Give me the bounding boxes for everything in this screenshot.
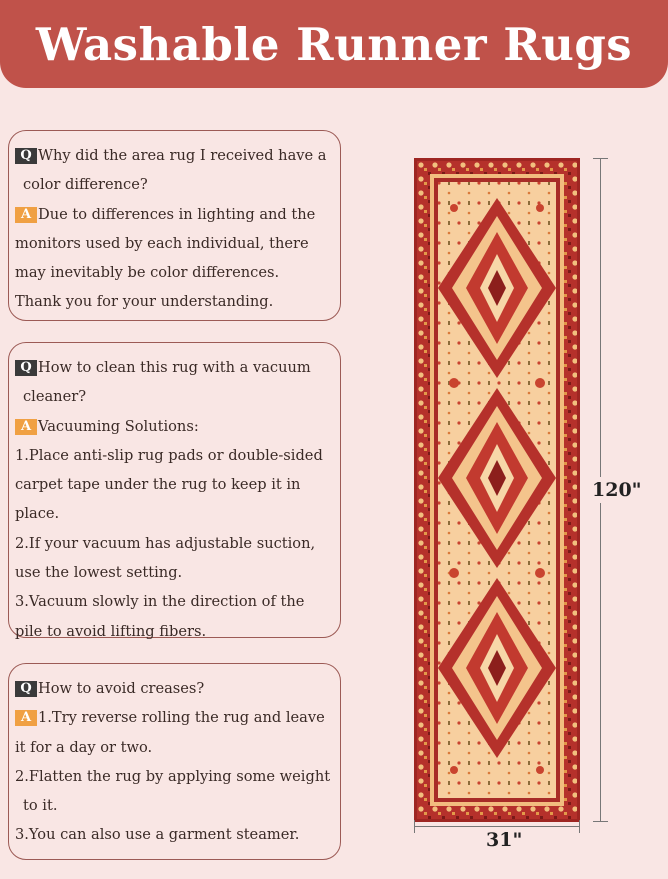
answer-line: 3.You can also use a garment steamer. <box>15 826 300 844</box>
answer-line: may inevitably be color differences. <box>15 264 280 282</box>
answer-line: 2.If your vacuum has adjustable suction, <box>15 534 316 552</box>
question-line <box>15 141 336 170</box>
question-text: How to clean this rug with a vacuum <box>38 359 311 376</box>
q-label: Q <box>15 148 37 164</box>
answer-line: 2.Flatten the rug by applying some weight <box>15 767 331 785</box>
length-label: 120" <box>592 479 642 501</box>
width-label: 31" <box>486 829 523 851</box>
answer-line: Thank you for your understanding. <box>15 293 274 311</box>
width-dimension-cap-right <box>579 820 580 833</box>
length-dimension-cap-top <box>593 158 608 159</box>
answer-line: place. <box>15 505 60 523</box>
answer-text: Due to differences in lighting and the <box>38 205 316 223</box>
question-text: Why did the area rug I received have a <box>38 147 327 164</box>
question-line: color difference? <box>23 176 148 194</box>
qa-card-color-difference <box>8 130 341 321</box>
width-dimension-line <box>414 826 580 827</box>
question-line: cleaner? <box>23 388 87 406</box>
page-title: Washable Runner Rugs <box>35 17 633 71</box>
question-line <box>15 353 336 382</box>
answer-line: to it. <box>23 797 58 815</box>
question-line <box>15 674 336 703</box>
answer-line: use the lowest setting. <box>15 564 183 582</box>
a-label: A <box>15 207 37 223</box>
a-label: A <box>15 419 37 435</box>
q-label: Q <box>15 681 37 697</box>
rug-pattern-illustration <box>414 158 580 822</box>
width-dimension-cap-left <box>414 820 415 833</box>
answer-line: carpet tape under the rug to keep it in <box>15 476 301 494</box>
answer-line: 3.Vacuum slowly in the direction of the <box>15 593 305 611</box>
title-banner <box>0 0 668 88</box>
question-text: How to avoid creases? <box>38 680 205 697</box>
runner-rug-image <box>414 158 580 822</box>
answer-text: Vacuuming Solutions: <box>38 417 199 435</box>
answer-line <box>15 200 336 229</box>
answer-text: 1.Try reverse rolling the rug and leave <box>38 709 325 727</box>
answer-line <box>15 412 336 441</box>
answer-line: it for a day or two. <box>15 738 153 756</box>
q-label: Q <box>15 360 37 376</box>
qa-card-creases <box>8 663 341 860</box>
answer-line: pile to avoid lifting fibers. <box>15 622 207 640</box>
qa-card-vacuum <box>8 342 341 638</box>
answer-line: monitors used by each individual, there <box>15 234 309 252</box>
a-label: A <box>15 710 37 726</box>
answer-line <box>15 703 336 732</box>
length-dimension-cap-bottom <box>593 821 608 822</box>
medallion-group <box>438 198 556 758</box>
answer-line: 1.Place anti-slip rug pads or double-sided <box>15 446 323 464</box>
